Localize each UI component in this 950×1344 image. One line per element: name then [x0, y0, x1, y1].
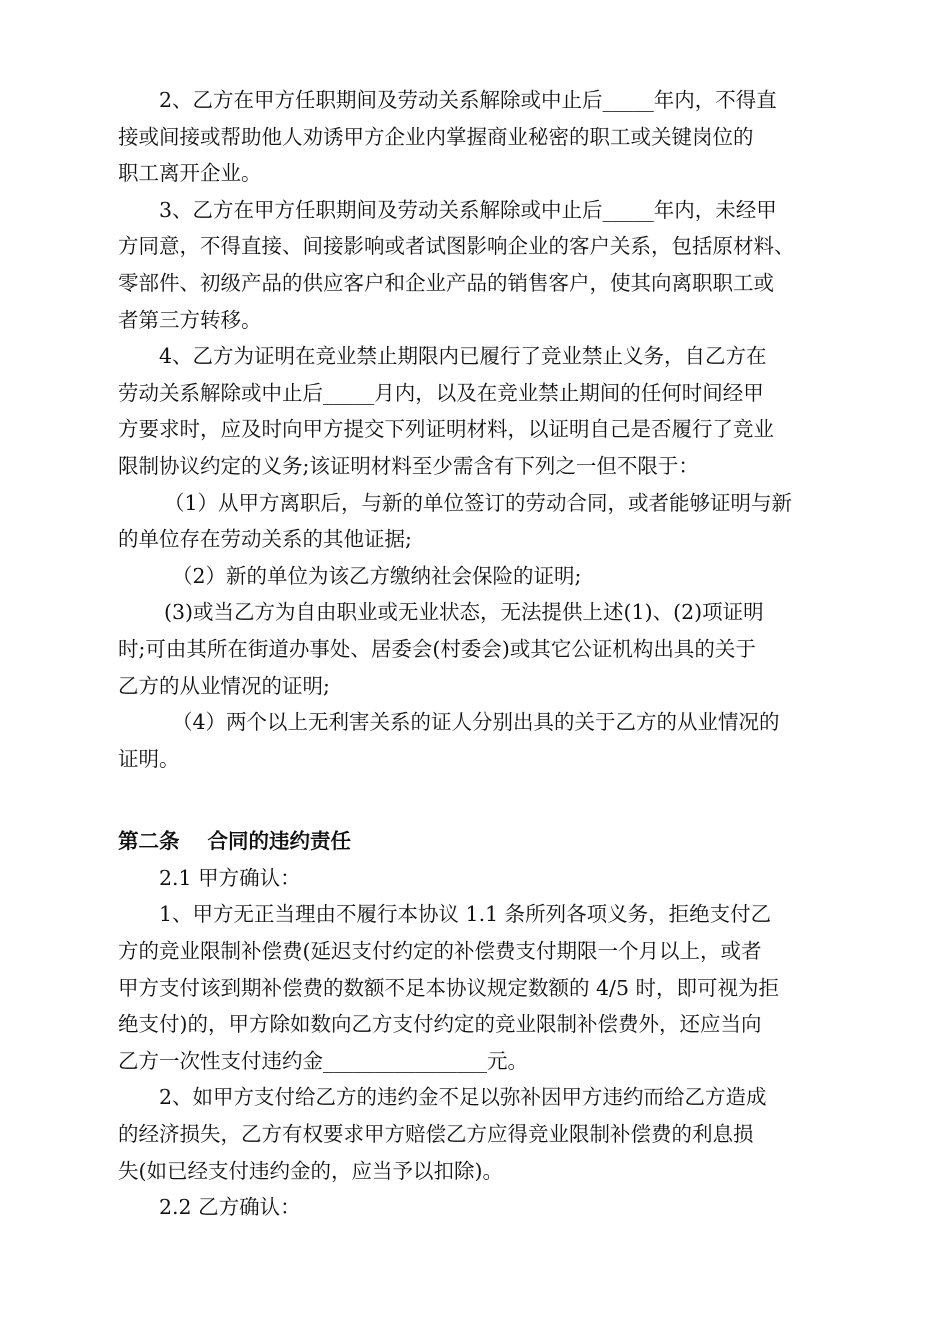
- text-line: 的经济损失，乙方有权要求甲方赔偿乙方应得竞业限制补偿费的利息损: [118, 1122, 754, 1147]
- text-line: 职工离开企业。: [118, 161, 262, 186]
- text-line: 劳动关系解除或中止后_____月内，以及在竞业禁止期间的任何时间经甲: [118, 380, 764, 405]
- text-line: 的单位存在劳动关系的其他证据;: [118, 527, 412, 552]
- article-number: 第二条: [118, 829, 180, 854]
- sub-item-1: [118, 485, 830, 558]
- section-2-1-item-2: [118, 1079, 830, 1189]
- section-2-2: [118, 1189, 830, 1226]
- text-line: 2、如甲方支付给乙方的违约金不足以弥补因甲方违约而给乙方造成: [159, 1085, 767, 1110]
- text-line: 接或间接或帮助他人劝诱甲方企业内掌握商业秘密的职工或关键岗位的: [118, 124, 754, 149]
- text-line: 限制协议约定的义务;该证明材料至少需含有下列之一但不限于：: [118, 453, 699, 478]
- text-line: 证明。: [118, 746, 180, 771]
- article-heading: [118, 823, 830, 860]
- text-line: （1）从甲方离职后，与新的单位签订的劳动合同，或者能够证明与新: [164, 490, 793, 515]
- sub-item-3: [118, 594, 830, 704]
- text-line: 乙方的从业情况的证明;: [118, 673, 330, 698]
- section-label: 2.1 甲方确认：: [159, 865, 301, 890]
- sub-item-4: [118, 704, 830, 777]
- text-line: 者第三方转移。: [118, 307, 262, 332]
- text-line: 零部件、初级产品的供应客户和企业产品的销售客户，使其向离职职工或: [118, 270, 774, 295]
- text-line: 甲方支付该到期补偿费的数额不足本协议规定数额的 4/5 时，即可视为拒: [118, 975, 780, 1000]
- text-line: 4、乙方为证明在竞业禁止期限内已履行了竞业禁止义务，自乙方在: [159, 344, 767, 369]
- document-body: [118, 82, 830, 1226]
- text-line: 时;可由其所在街道办事处、居委会(村委会)或其它公证机构出具的关于: [118, 636, 756, 661]
- text-line: 方的竞业限制补偿费(延迟支付约定的补偿费支付期限一个月以上，或者: [118, 939, 762, 964]
- clause-item-3: [118, 192, 830, 338]
- clause-item-4: [118, 338, 830, 484]
- clause-item-2: [118, 82, 830, 192]
- text-line: 方同意，不得直接、间接影响或者试图影响企业的客户关系，包括原材料、: [118, 234, 795, 259]
- sub-item-2: [118, 558, 830, 595]
- section-2-1-item-1: [118, 896, 830, 1079]
- text-line: 方要求时，应及时向甲方提交下列证明材料，以证明自己是否履行了竞业: [118, 417, 774, 442]
- text-line: (3)或当乙方为自由职业或无业状态，无法提供上述(1)、(2)项证明: [164, 600, 764, 625]
- text-line: 乙方一次性支付违约金________________元。: [118, 1048, 528, 1073]
- section-label: 2.2 乙方确认：: [159, 1195, 301, 1220]
- text-line: 1、甲方无正当理由不履行本协议 1.1 条所列各项义务，拒绝支付乙: [159, 902, 772, 927]
- text-line: 2、乙方在甲方任职期间及劳动关系解除或中止后_____年内，不得直: [159, 88, 777, 112]
- text-line: （4）两个以上无利害关系的证人分别出具的关于乙方的从业情况的: [172, 710, 780, 735]
- text-line: 绝支付)的，甲方除如数向乙方支付约定的竞业限制补偿费外，还应当向: [118, 1012, 762, 1037]
- text-line: 3、乙方在甲方任职期间及劳动关系解除或中止后_____年内，未经甲: [159, 197, 777, 222]
- article-title: 合同的违约责任: [207, 829, 351, 854]
- section-2-1: [118, 860, 830, 897]
- text-line: 失(如已经支付违约金的，应当予以扣除)。: [118, 1158, 503, 1183]
- text-line: （2）新的单位为该乙方缴纳社会保险的证明;: [172, 563, 582, 588]
